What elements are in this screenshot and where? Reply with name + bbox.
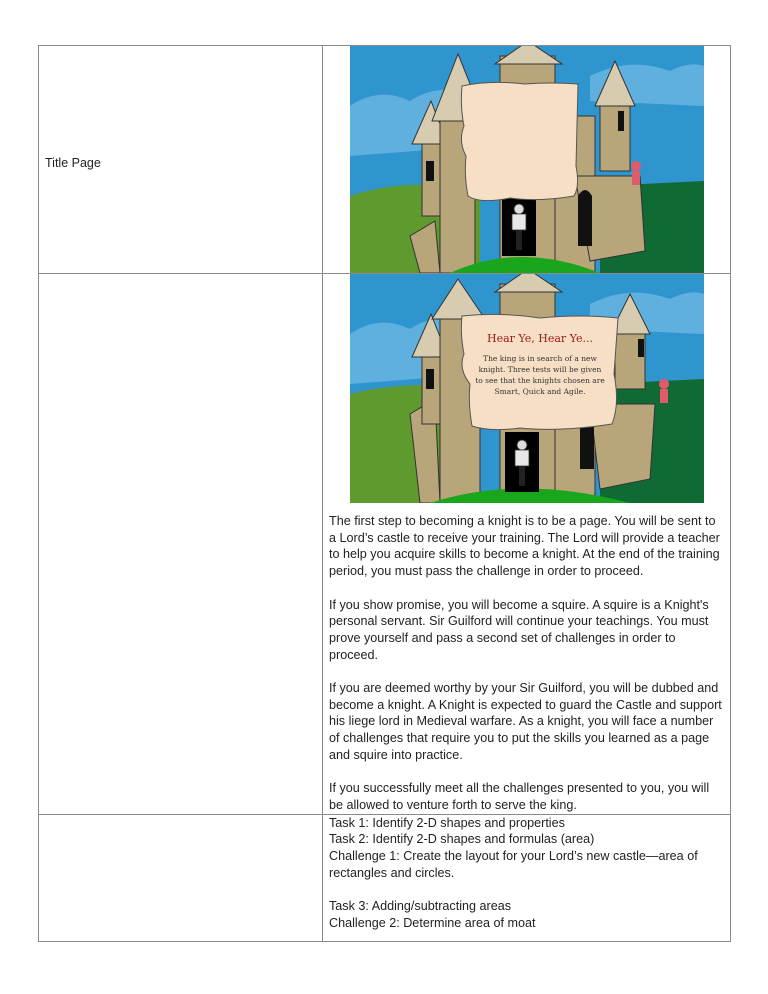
story-text xyxy=(323,503,730,814)
row-content-cell xyxy=(323,274,731,815)
row-label-cell xyxy=(39,814,323,941)
task-line: Task 1: Identify 2-D shapes and properties xyxy=(329,815,565,830)
paragraph: The first step to becoming a knight is to be a page. You will be sent to a Lord’s castle to receive your training. The Lord will provide a teacher to help you acquire skills to become a knight. At the end of the training period, you must pass the challenge in order to proceed. xyxy=(329,514,720,579)
scroll-line: knight. Three tests will be given xyxy=(478,365,602,374)
scroll-line: Smart, Quick and Agile. xyxy=(494,387,586,396)
task-list xyxy=(323,815,730,932)
paragraph: If you successfully meet all the challenges presented to you, you will be allowed to venture forth to serve the king. xyxy=(329,781,710,812)
scroll-title: Hear Ye, Hear Ye... xyxy=(487,332,593,345)
paragraph: If you show promise, you will become a squire. A squire is a Knight's personal servant. Sir Guilford will continue your teachings. You must prove yourself and pass a second set of challenges in order to proceed. xyxy=(329,597,709,662)
task-line: Task 3: Adding/subtracting areas xyxy=(329,899,512,914)
scroll-line: The king is in search of a new xyxy=(483,354,597,363)
row-content-cell xyxy=(323,814,731,941)
task-line xyxy=(329,881,724,898)
castle-title-image xyxy=(350,46,704,273)
paragraph: If you are deemed worthy by your Sir Guilford, you will be dubbed and become a knight. A Knight is expected to guard the Castle and support his liege lord in Medieval warfare. As a knight, you will face a number of challenges that require you to put the skills you learned as a page and squire into practice. xyxy=(329,681,722,762)
row-label-cell xyxy=(39,46,323,274)
table-row xyxy=(39,46,731,274)
castle-illustration xyxy=(350,46,704,273)
table-row xyxy=(39,274,731,815)
row-content-cell xyxy=(323,46,731,274)
task-line: Challenge 1: Create the layout for your Lord’s new castle—area of rectangles and circles. xyxy=(329,849,698,880)
storyboard-table xyxy=(38,45,731,942)
row-label-cell xyxy=(39,274,323,815)
castle-illustration xyxy=(350,274,704,503)
task-line: Challenge 2: Determine area of moat xyxy=(329,915,536,930)
scroll-line: to see that the knights chosen are xyxy=(475,376,605,385)
task-line: Task 2: Identify 2-D shapes and formulas (area) xyxy=(329,832,595,847)
row-label: Title Page xyxy=(45,155,101,170)
table-row xyxy=(39,814,731,941)
castle-announcement-image xyxy=(350,274,704,503)
